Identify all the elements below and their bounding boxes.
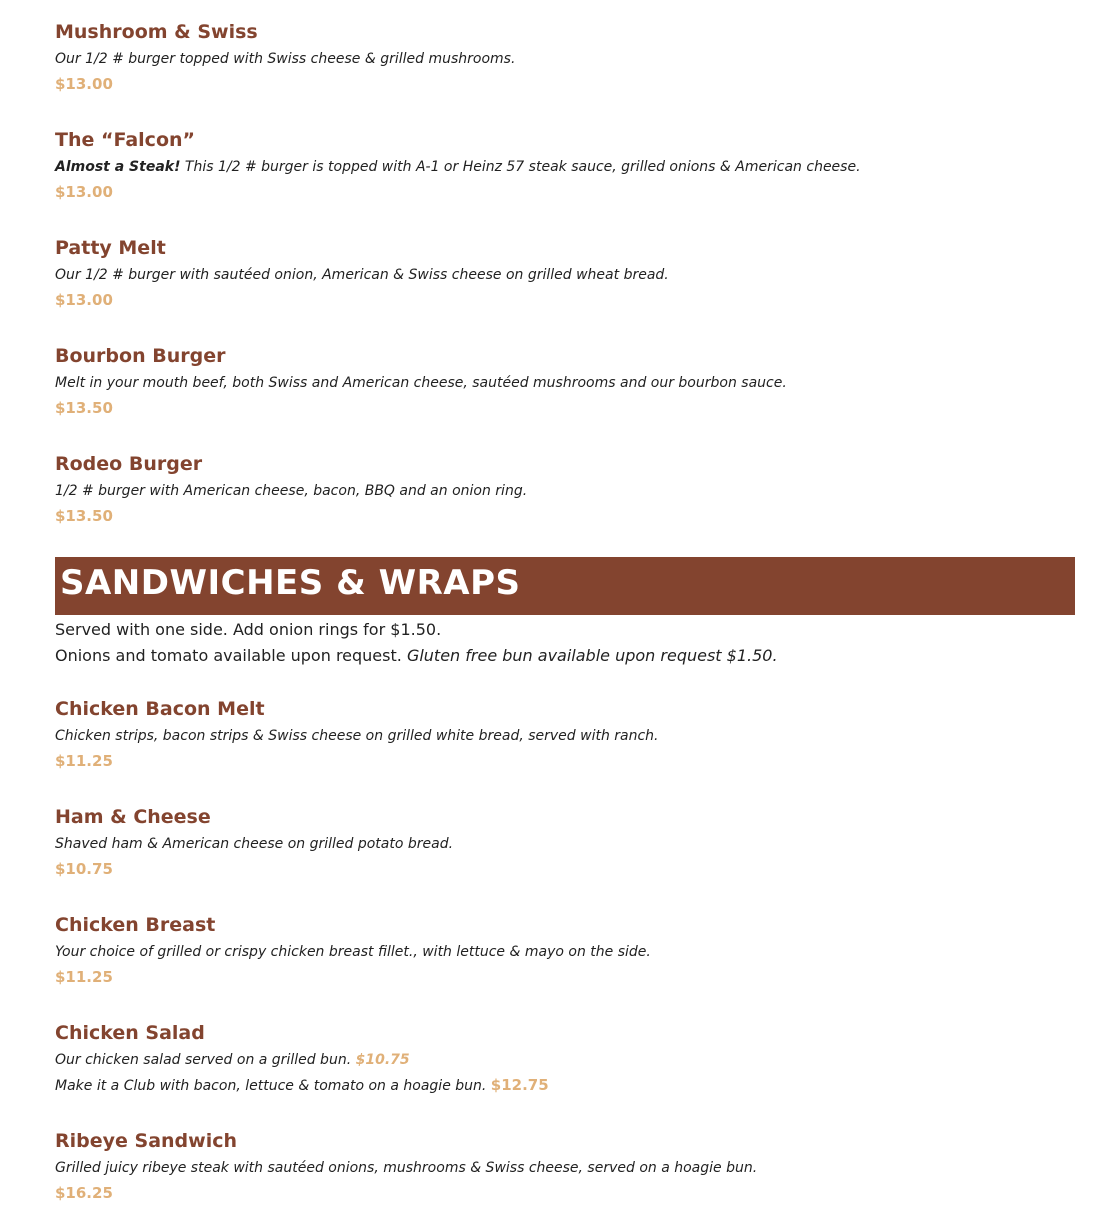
- item-price: $13.00: [55, 75, 113, 93]
- item-price: $11.25: [55, 752, 113, 770]
- item-price: $13.50: [55, 507, 113, 525]
- item-price: $16.25: [55, 1184, 113, 1202]
- item-title: The “Falcon”: [55, 129, 196, 151]
- item-price: $13.50: [55, 399, 113, 417]
- item-description-text: Our chicken salad served on a grilled bun.: [55, 1052, 356, 1068]
- menu-item-patty-melt: [55, 235, 669, 312]
- section-note-requests: [55, 643, 778, 669]
- item-price: $13.00: [55, 291, 113, 309]
- item-title: Chicken Salad: [55, 1022, 205, 1044]
- section-header-sandwiches: [55, 557, 1075, 615]
- item-description: [55, 155, 861, 179]
- menu-item-ribeye-sandwich: [55, 1128, 757, 1205]
- menu-item-falcon: [55, 127, 861, 204]
- item-description: Shaved ham & American cheese on grilled potato bread.: [55, 836, 454, 852]
- item-price: $10.75: [55, 860, 113, 878]
- item-title: Patty Melt: [55, 237, 166, 259]
- item-description-text: Make it a Club with bacon, lettuce & tomato on a hoagie bun.: [55, 1078, 491, 1094]
- menu-item-chicken-bacon-melt: [55, 696, 659, 773]
- item-price: $10.75: [355, 1052, 410, 1068]
- menu-item-ham-cheese: [55, 804, 453, 881]
- item-title: Ribeye Sandwich: [55, 1130, 238, 1152]
- item-price: $11.25: [55, 968, 113, 986]
- item-description: Chicken strips, bacon strips & Swiss cheese on grilled white bread, served with ranch.: [55, 728, 659, 744]
- item-description: Our 1/2 # burger with sautéed onion, American & Swiss cheese on grilled wheat bread.: [55, 267, 669, 283]
- menu-item-rodeo-burger: [55, 451, 527, 528]
- item-title: Ham & Cheese: [55, 806, 211, 828]
- item-title: Chicken Breast: [55, 914, 216, 936]
- menu-item-chicken-salad: [55, 1020, 549, 1098]
- item-title: Mushroom & Swiss: [55, 21, 258, 43]
- item-price-club: $12.75: [490, 1076, 549, 1094]
- item-description: Our 1/2 # burger topped with Swiss cheese & grilled mushrooms.: [55, 51, 516, 67]
- item-price: $13.00: [55, 183, 113, 201]
- item-description: Melt in your mouth beef, both Swiss and American cheese, sautéed mushrooms and our bourbon sauce.: [55, 375, 787, 391]
- item-description-club: [55, 1073, 549, 1098]
- section-note-sides: Served with one side. Add onion rings for $1.50.: [55, 620, 442, 639]
- section-note-requests-text: Onions and tomato available upon request.: [55, 646, 407, 665]
- section-title: SANDWICHES & WRAPS: [60, 563, 521, 603]
- item-description: Grilled juicy ribeye steak with sautéed onions, mushrooms & Swiss cheese, served on a hoagie bun.: [55, 1160, 758, 1176]
- item-description-highlight: Almost a Steak!: [55, 159, 181, 175]
- item-title: Chicken Bacon Melt: [55, 698, 265, 720]
- menu-item-mushroom-swiss: [55, 19, 515, 96]
- item-description-text: This 1/2 # burger is topped with A-1 or Heinz 57 steak sauce, grilled onions & American cheese.: [180, 159, 861, 175]
- item-description: Your choice of grilled or crispy chicken breast fillet., with lettuce & mayo on the side.: [55, 944, 651, 960]
- menu-item-chicken-breast: [55, 912, 651, 989]
- item-description: [55, 1048, 549, 1072]
- item-title: Rodeo Burger: [55, 453, 203, 475]
- section-note-gluten-free: Gluten free bun available upon request $1.50.: [406, 646, 778, 665]
- item-description: 1/2 # burger with American cheese, bacon, BBQ and an onion ring.: [55, 483, 528, 499]
- menu-item-bourbon-burger: [55, 343, 787, 420]
- item-title: Bourbon Burger: [55, 345, 226, 367]
